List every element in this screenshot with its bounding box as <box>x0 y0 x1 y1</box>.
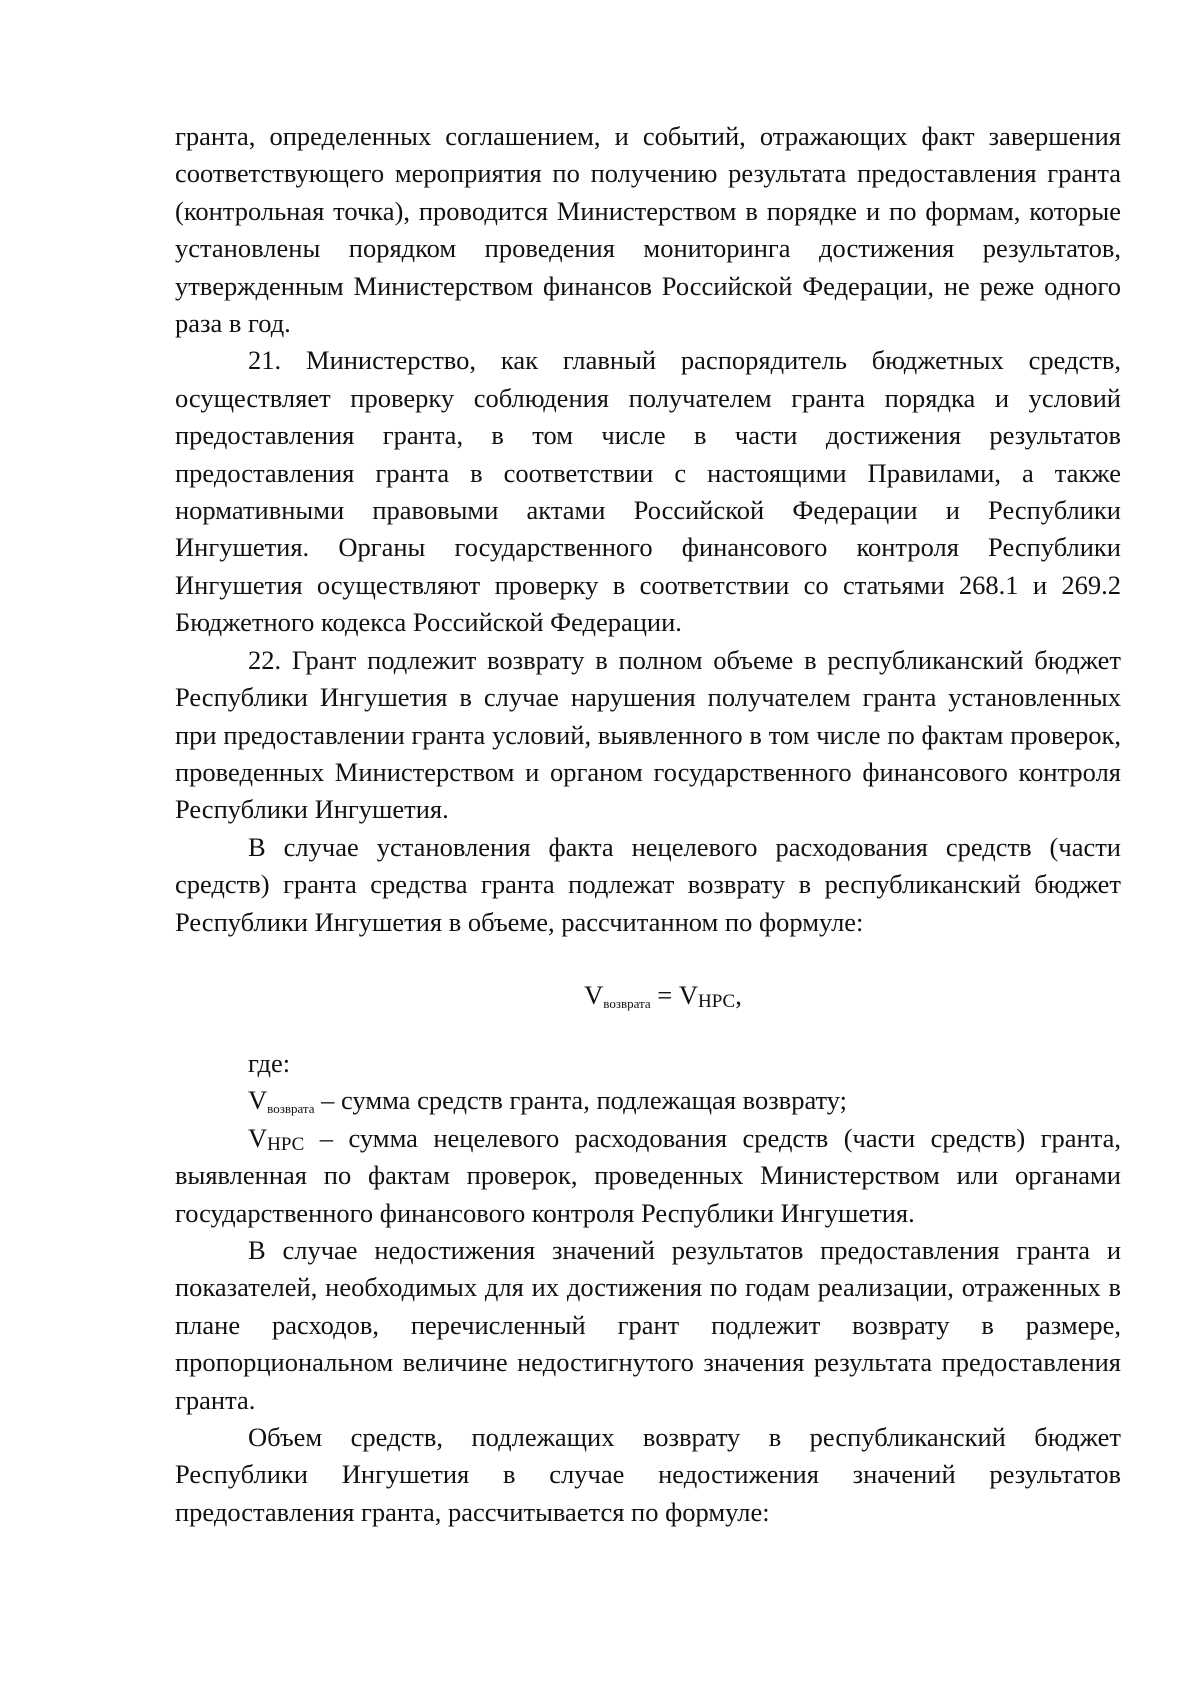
paragraph-item-22: 22. Грант подлежит возврату в полном объеме в республиканский бюджет Республики Ингушетия в случае нарушения получателем гранта установленных при предоставлении гранта условий, выявленного в том числе по фактам проверок, проведенных Министерством и органом государственного финансового контроля Республики Ингушетия. <box>175 644 1121 825</box>
definition-text: – сумма нецелевого расходования средств (части средств) гранта, выявленная по фактам проверок, проведенных Министерством или органами государственного финансового контроля Республики Ингушетия. <box>175 1122 1121 1228</box>
formula-sub-right: НРС <box>698 990 736 1012</box>
definition-symbol: V <box>248 1085 268 1116</box>
formula-tail: , <box>735 979 742 1010</box>
where-label: где: <box>248 1047 291 1078</box>
definition-text: – сумма средств гранта, подлежащая возврату; <box>314 1085 848 1116</box>
formula-v-right: V <box>678 979 699 1010</box>
document-body <box>175 118 1121 1531</box>
definition-subscript: НРС <box>267 1133 305 1155</box>
formula-return-volume <box>175 975 1121 1015</box>
paragraph-continuation: гранта, определенных соглашением, и событий, отражающих факт завершения соответствующего мероприятия по получению результата предоставления гранта (контрольная точка), проводится Министерством в порядке и по формам, которые установлены порядком проведения мониторинга достижения результатов, утвержденным Министерством финансов Российской Федерации, не реже одного раза в год. <box>175 121 1121 339</box>
definition-symbol: V <box>248 1122 268 1153</box>
formula-equals: = <box>650 979 679 1010</box>
paragraph-misuse-return: В случае установления факта нецелевого расходования средств (части средств) гранта средства гранта подлежат возврату в республиканский бюджет Республики Ингушетия в объеме, рассчитанном по формуле: <box>175 831 1121 937</box>
definition-v-return <box>175 1082 1121 1119</box>
paragraph-item-21: 21. Министерство, как главный распорядитель бюджетных средств, осуществляет проверку соблюдения получателем гранта порядка и условий предоставления гранта, в том числе в части достижения результатов предоставления гранта в соответствии с настоящими Правилами, а также нормативными правовыми актами Российской Федерации и Республики Ингушетия. Органы государственного финансового контроля Республики Ингушетия осуществляют проверку в соответствии со статьями 268.1 и 269.2 Бюджетного кодекса Российской Федерации. <box>175 345 1121 638</box>
formula-v-left: V <box>584 979 604 1010</box>
paragraph-return-volume-formula: Объем средств, подлежащих возврату в республиканский бюджет Республики Ингушетия в случае недостижения значений результатов предоставления гранта, рассчитывается по формуле: <box>175 1422 1121 1527</box>
definition-v-nrs <box>175 1120 1121 1232</box>
formula-sub-left: возврата <box>603 995 651 1011</box>
paragraph-non-achievement: В случае недостижения значений результатов предоставления гранта и показателей, необходимых для их достижения по годам реализации, отраженных в плане расходов, перечисленный грант подлежит возврату в размере, пропорциональном величине недостигнутого значения результата предоставления гранта. <box>175 1234 1121 1415</box>
definition-subscript: возврата <box>267 1101 315 1117</box>
